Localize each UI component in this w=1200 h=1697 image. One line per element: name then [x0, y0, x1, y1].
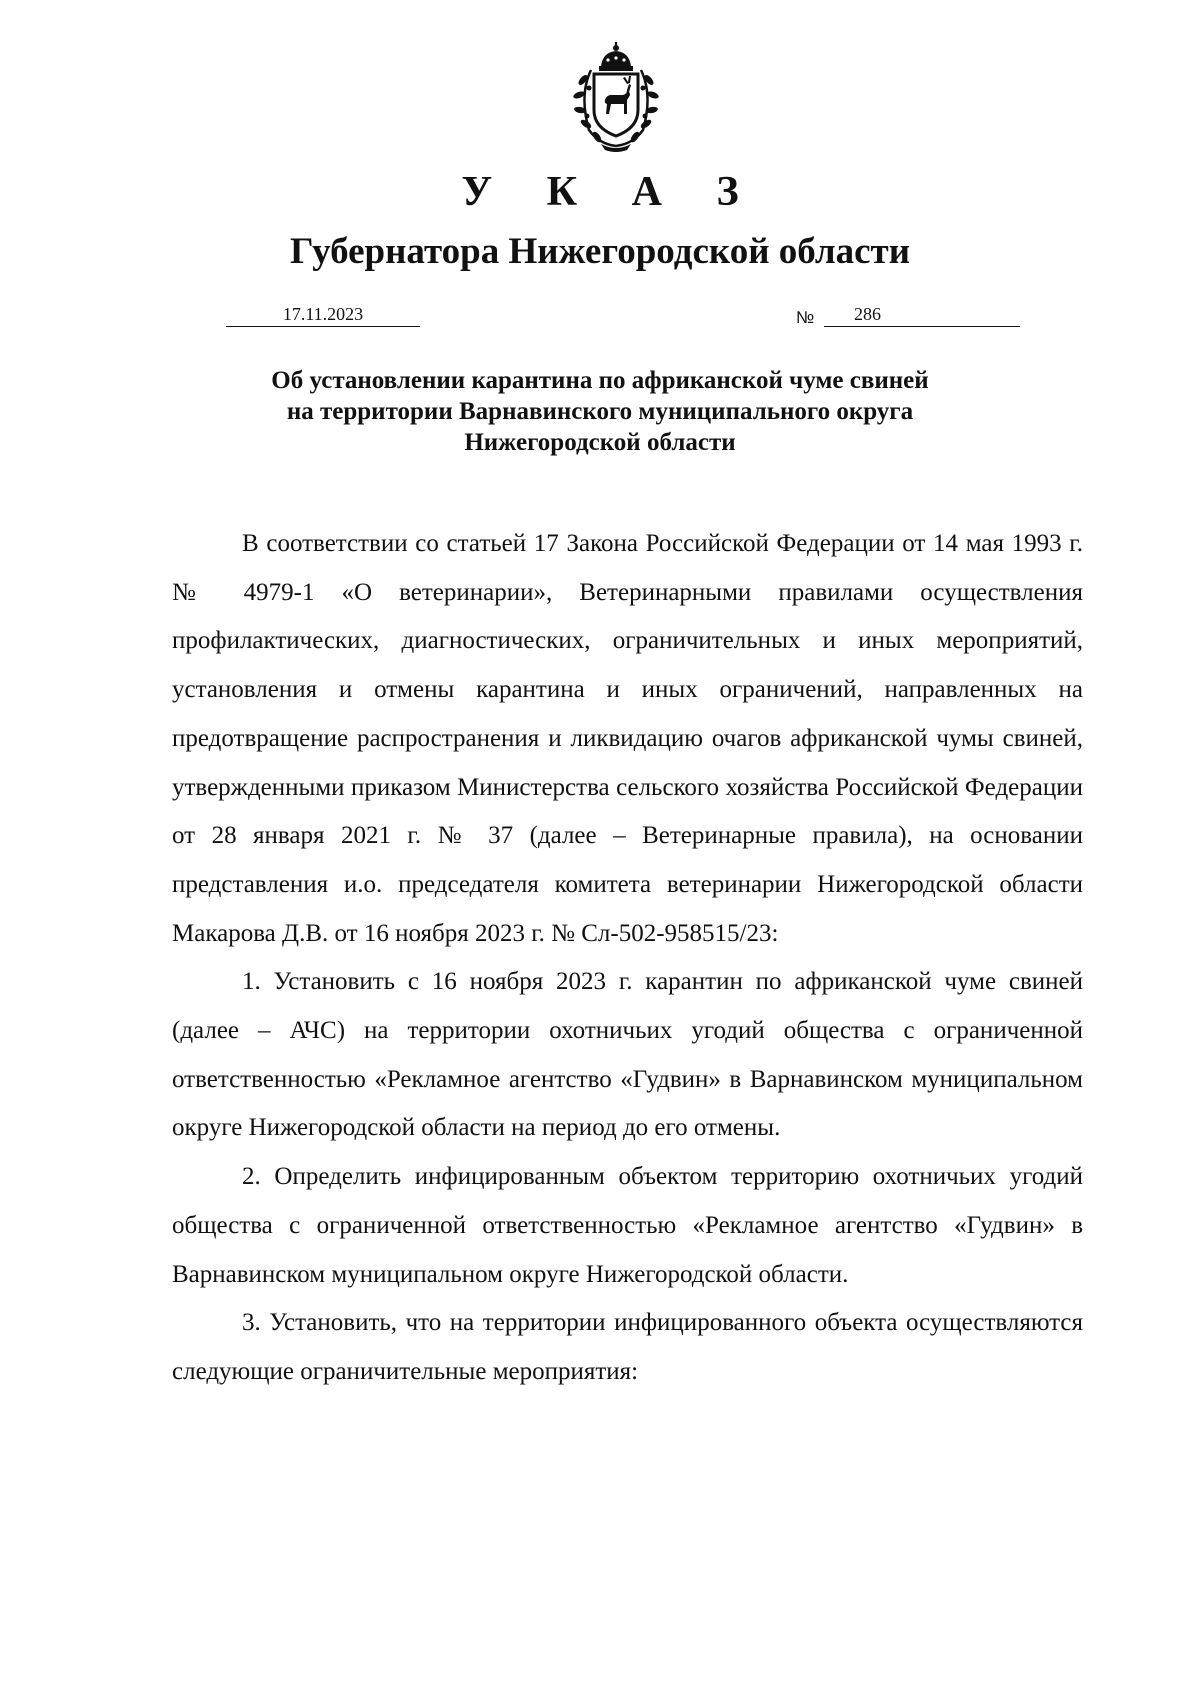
title-line: на территории Варнавинского муниципального округа	[286, 398, 914, 425]
title-line: Об установлении карантина по африканской чуме свиней	[271, 367, 929, 394]
document-body	[172, 520, 1083, 1397]
preamble-paragraph: В соответствии со статьей 17 Закона Российской Федерации от 14 мая 1993 г. № 4979-1 «О ветеринарии», Ветеринарными правилами осуществления профилактических, диагностических, ограничительных и иных мероприятий, установления и отмены карантина и иных ограничений, направленных на предотвращение распространения и ликвидацию очагов африканской чумы свиней, утвержденными приказом Министерства сельского хозяйства Российской Федерации от 28 января 2021 г. № 37 (далее – Ветеринарные правила), на основании представления и.о. председателя комитета ветеринарии Нижегородской области Макарова Д.В. от 16 ноября 2023 г. № Сл-502-958515/23:	[172, 530, 1083, 947]
title-line: Нижегородской области	[464, 429, 736, 456]
clause-3-paragraph: 3. Установить, что на территории инфицированного объекта осуществляются следующие ограничительные мероприятия:	[172, 1309, 1083, 1385]
document-type-heading: У К А З	[461, 169, 761, 215]
document-number-field	[824, 302, 1020, 327]
coat-of-arms-icon	[561, 40, 671, 152]
document-date: 17.11.2023	[226, 302, 420, 327]
issuer-heading: Губернатора Нижегородской области	[289, 231, 911, 272]
number-sign: №	[796, 308, 815, 327]
document-title	[0, 365, 1200, 458]
document-number: 286	[854, 304, 881, 324]
clause-1-paragraph: 1. Установить с 16 ноября 2023 г. карантин по африканской чуме свиней (далее – АЧС) на территории охотничьих угодий общества с ограниченной ответственностью «Рекламное агентство «Гудвин» в Варнавинском муниципальном округе Нижегородской области на период до его отмены.	[172, 968, 1083, 1142]
clause-2-paragraph: 2. Определить инфицированным объектом территорию охотничьих угодий общества с ограниченной ответственностью «Рекламное агентство «Гудвин» в Варнавинском муниципальном округе Нижегородской области.	[172, 1163, 1083, 1288]
